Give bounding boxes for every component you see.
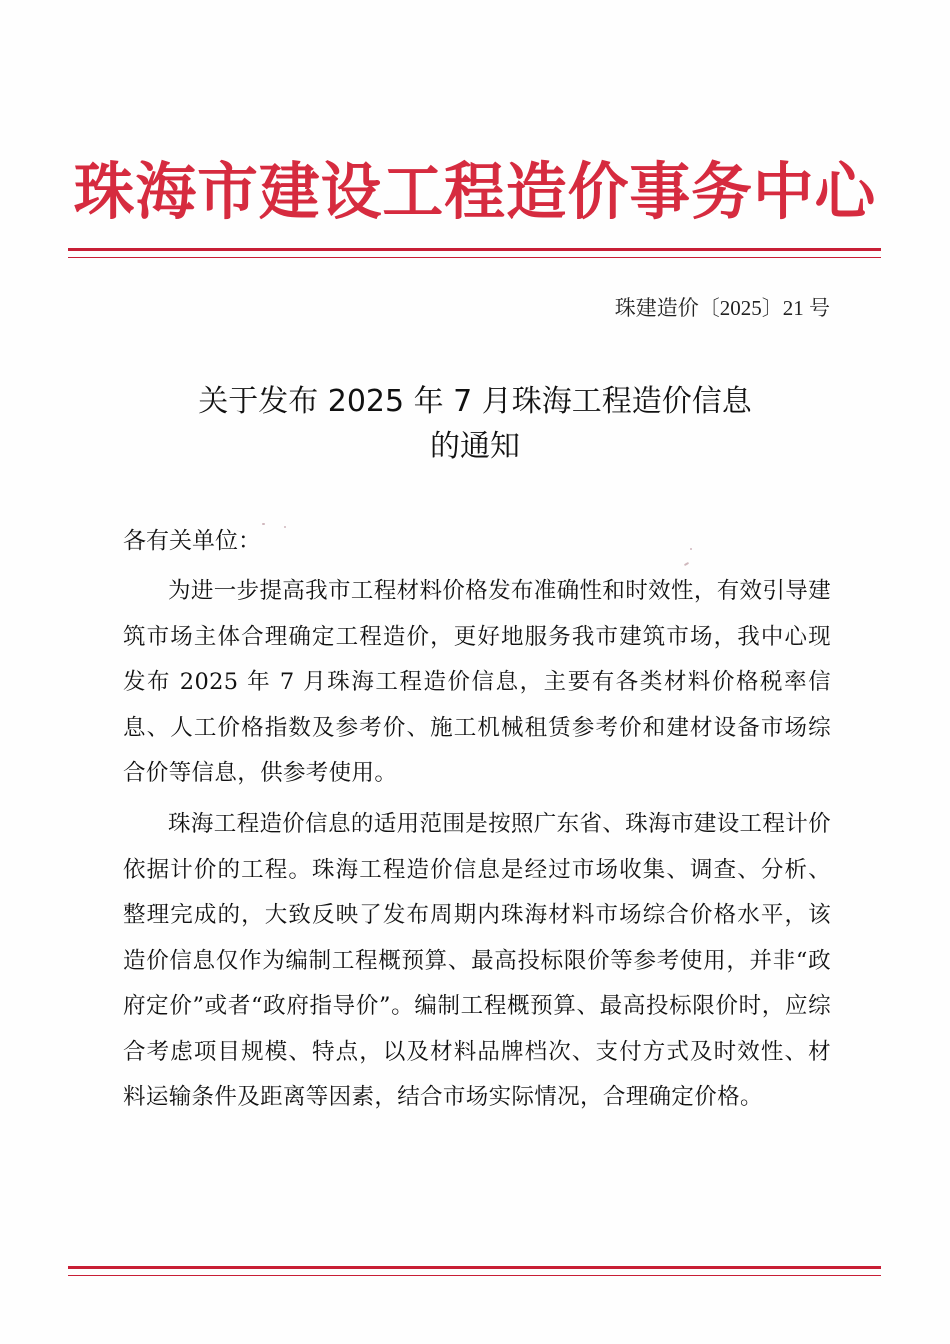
header-divider-thin bbox=[68, 257, 881, 258]
organization-header: 珠海市建设工程造价事务中心 bbox=[73, 155, 877, 228]
scan-speck bbox=[262, 523, 265, 525]
body-paragraph-2: 珠海工程造价信息的适用范围是按照广东省、珠海市建设工程计价依据计价的工程。珠海工程造价信息是经过市场收集、调查、分析、整理完成的，大致反映了发布周期内珠海材料市场综合价格水平，该造价信息仅作为编制工程概预算、最高投标限价等参考使用，并非“政府定价”或者“政府指导价”。编制工程概预算、最高投标限价时，应综合考虑项目规模、特点，以及材料品牌档次、支付方式及时效性、材料运输条件及距离等因素，结合市场实际情况，合理确定价格。 bbox=[123, 811, 831, 1110]
footer-divider-thick bbox=[68, 1266, 881, 1269]
scan-speck bbox=[684, 562, 689, 566]
scan-speck bbox=[284, 526, 286, 528]
body-paragraph-1: 为进一步提高我市工程材料价格发布准确性和时效性，有效引导建筑市场主体合理确定工程造价，更好地服务我市建筑市场，我中心现发布 2025 年 7 月珠海工程造价信息，主要有各类材料价格税率信息、人工价格指数及参考价、施工机械租赁参考价和建材设备市场综合价等信息，供参考使用。 bbox=[123, 578, 831, 786]
document-title-line-1: 关于发布 2025 年 7 月珠海工程造价信息 bbox=[198, 384, 752, 419]
footer-divider-thin bbox=[68, 1275, 881, 1276]
document-title-line-2: 的通知 bbox=[430, 429, 520, 464]
salutation: 各有关单位： bbox=[123, 528, 261, 554]
scan-speck bbox=[690, 548, 692, 550]
header-divider-thick bbox=[68, 248, 881, 251]
document-number: 珠建造价〔2025〕21 号 bbox=[614, 296, 830, 320]
